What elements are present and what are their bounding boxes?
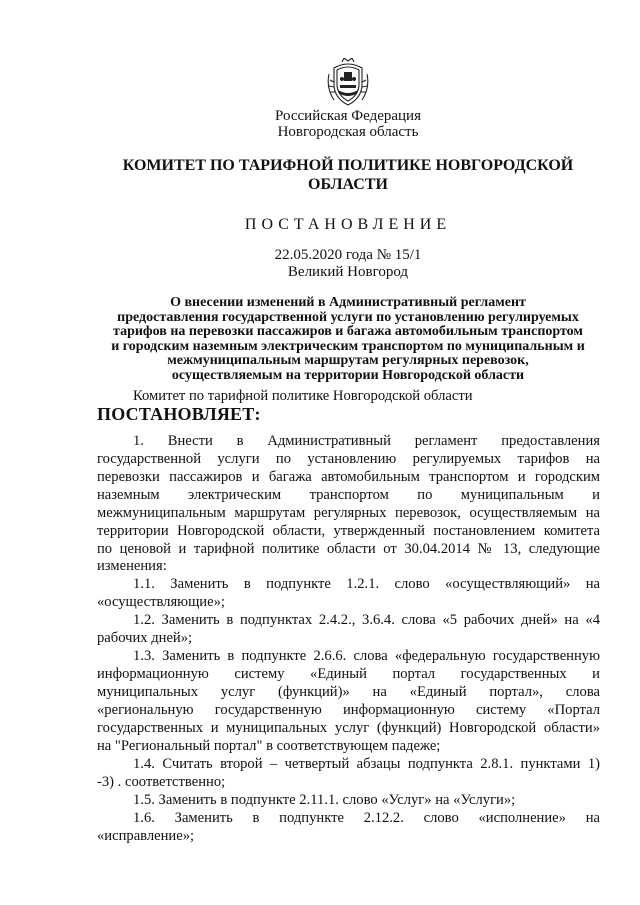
intro-text: Комитет по тарифной политике Новгородской области (133, 388, 473, 404)
title-line: предоставления государственной услуги по установлению регулируемых (117, 309, 579, 325)
body-line: на "Региональный портал" в соответствующем падеже; (97, 738, 441, 754)
title-line: межмуниципальным маршрутам регулярных перевозок, (167, 353, 529, 369)
committee-name (0, 156, 640, 194)
body-line: 1.5. Заменить в подпункте 2.11.1. слово «Услуг» на «Услуги»; (133, 792, 516, 808)
document-city: Великий Новгород (287, 264, 409, 280)
document-date-number: 22.05.2020 года № 15/1 (274, 247, 422, 263)
body-line: перевозки пассажиров и багажа автомобильным транспортом и городским (97, 469, 600, 485)
country-name: Российская Федерация (275, 108, 421, 124)
body-line: 1.4. Считать второй – четвертый абзацы подпункта 2.8.1. пунктами 1) (133, 756, 600, 772)
body-line: территории Новгородской области, утвержденный постановлением комитета (97, 523, 600, 539)
document-type: ПОСТАНОВЛЕНИЕ (244, 216, 452, 233)
title-line: и городским наземным электрическим транспортом по муниципальным и (111, 338, 585, 354)
body-line: «региональную государственную информационную систему «Портал (97, 702, 600, 718)
body-line: по ценовой и тарифной политике области от 30.04.2014 № 13, следующие (97, 541, 600, 557)
coat-of-arms-icon (326, 58, 370, 108)
region-name: Новгородская область (277, 124, 419, 140)
body-line: межмуниципальным маршрутам регулярных перевозок, осуществляемым на (97, 505, 600, 521)
body-line: -3) . соответственно; (97, 774, 226, 790)
committee-name-line: КОМИТЕТ ПО ТАРИФНОЙ ПОЛИТИКЕ НОВГОРОДСКОЙ (122, 157, 574, 174)
document-title (0, 296, 640, 384)
title-line: осуществляемым на территории Новгородской области (171, 367, 525, 383)
body-line: 1.6. Заменить в подпункте 2.12.2. слово «исполнение» на (133, 810, 600, 826)
body-line: муниципальных услуг (функций)» на «Единый портал», слова (97, 684, 600, 700)
resolves-heading: ПОСТАНОВЛЯЕТ: (97, 404, 261, 424)
title-line: О внесении изменений в Административный регламент (170, 295, 526, 310)
body-line: наземным электрическим транспортом по муниципальным и (97, 487, 600, 503)
body-line: 1.3. Заменить в подпункте 2.6.6. слова «федеральную государственную (133, 648, 600, 664)
body-line: 1.1. Заменить в подпункте 1.2.1. слово «осуществляющий» на (133, 576, 600, 592)
body-line: информационную систему «Единый портал государственных и (97, 666, 600, 682)
body-line: государственной услуги по установлению регулируемых тарифов на (97, 451, 600, 467)
body-line: «исправление»; (97, 828, 195, 844)
body-line: государственных и муниципальных услуг (функций) Новгородской области» (97, 720, 600, 736)
committee-name-line: ОБЛАСТИ (308, 176, 388, 193)
body-line: 1.2. Заменить в подпунктах 2.4.2., 3.6.4. слова «5 рабочих дней» на «4 (133, 612, 600, 628)
title-line: тарифов на перевозки пассажиров и багажа автомобильным транспортом (113, 324, 583, 340)
body-line: «осуществляющие»; (97, 594, 225, 610)
body-line: изменения: (97, 558, 167, 574)
body-line: рабочих дней»; (97, 630, 193, 646)
body-line: 1. Внести в Административный регламент предоставления (133, 433, 600, 449)
